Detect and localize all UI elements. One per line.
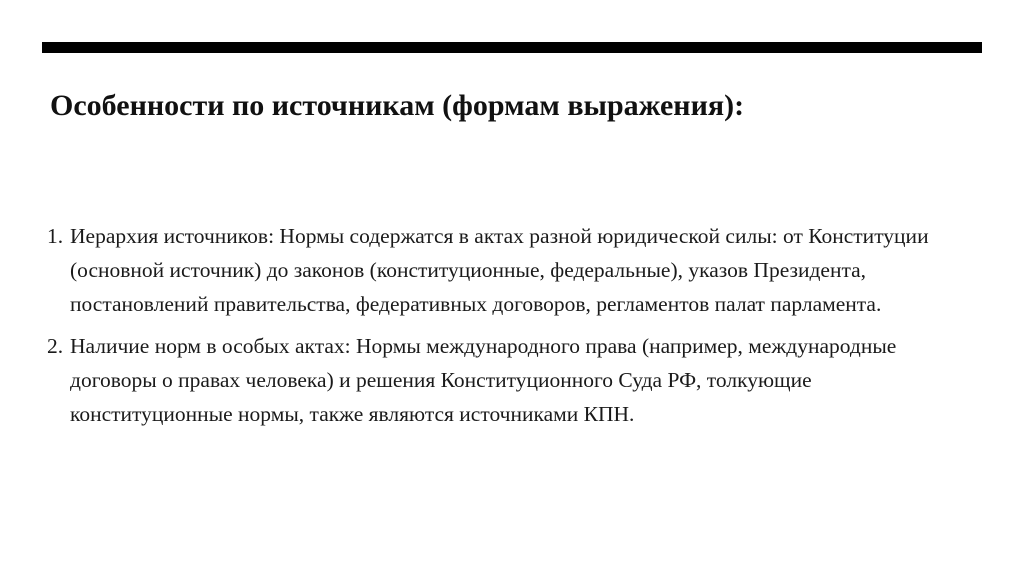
item-number: 2. — [47, 334, 64, 358]
body-list — [47, 219, 947, 431]
top-rule — [42, 42, 982, 53]
item-text: Наличие норм в особых актах: Нормы международного права (например, международные договоры о правах человека) и решения Конституционного Суда РФ, толкующие конституционные нормы, также являются источниками КПН. — [70, 334, 897, 426]
list-item — [47, 329, 947, 431]
slide-title: Особенности по источникам (формам выражения): — [50, 89, 745, 122]
list-item — [47, 219, 947, 321]
item-text: Иерархия источников: Нормы содержатся в актах разной юридической силы: от Конституции (основной источник) до законов (конституционные, федеральные), указов Президента, постановлений правительства, федеративных договоров, регламентов палат парламента. — [70, 224, 929, 316]
item-number: 1. — [47, 224, 64, 248]
